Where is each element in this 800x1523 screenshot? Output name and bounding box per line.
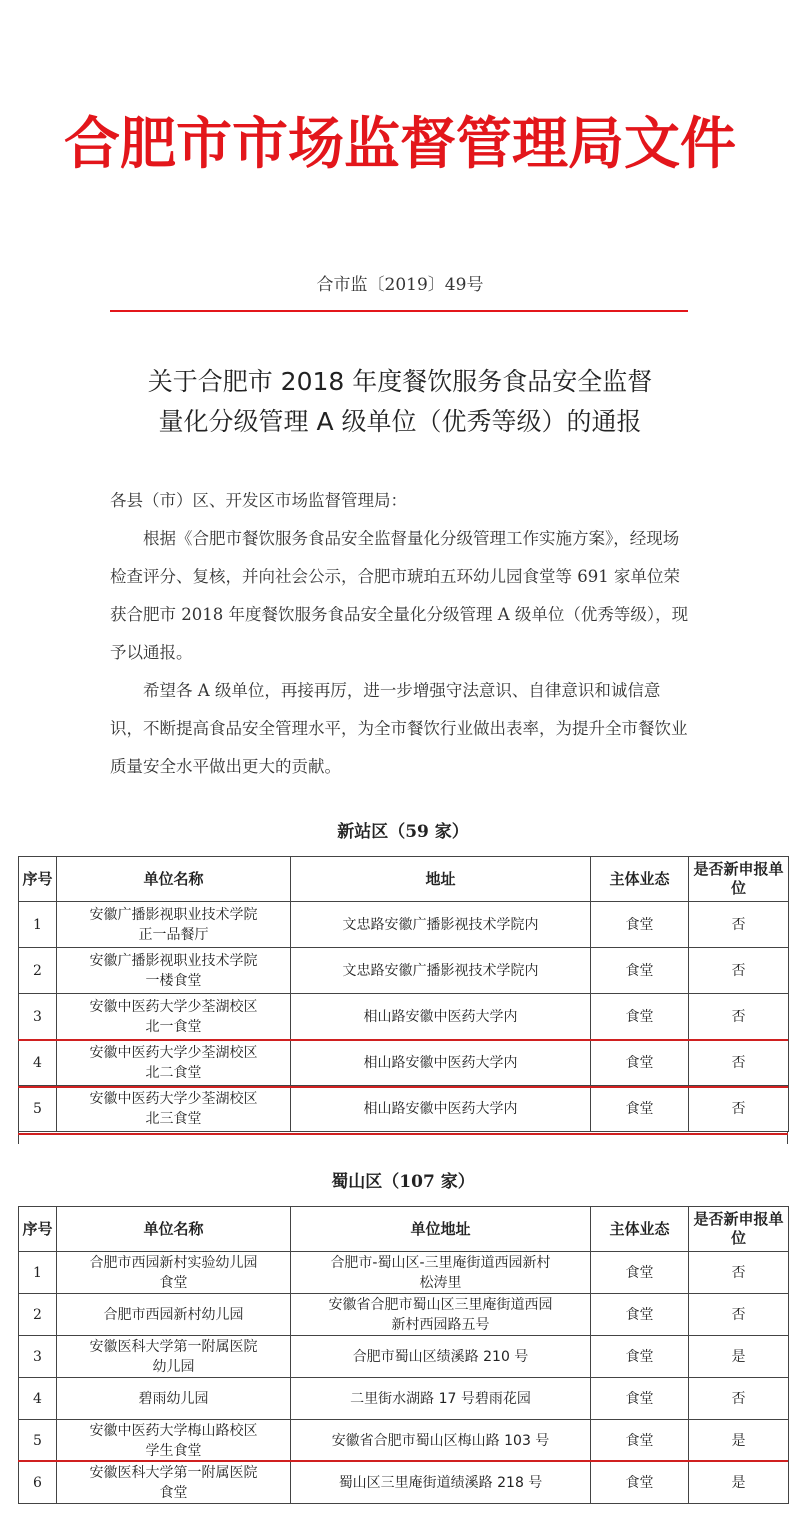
cell-name-line2: 北三食堂	[145, 1110, 202, 1127]
cell-name	[57, 1336, 291, 1378]
cell-seq: 4	[19, 1378, 57, 1420]
document-header-title: 合肥市市场监督管理局文件	[64, 112, 736, 177]
paragraph-2: 希望各 A 级单位，再接再厉，进一步增强守法意识、自律意识和诚信意识，不断提高食品安全管理水平，为全市餐饮行业做出表率，为提升全市餐饮业质量安全水平做出更大的贡献。	[110, 681, 688, 776]
cell-name-line2: 幼儿园	[152, 1358, 195, 1375]
header-type: 主体业态	[591, 857, 689, 902]
document-number: 合市监〔2019〕49号	[316, 275, 484, 295]
cell-type: 食堂	[591, 1086, 689, 1132]
section-title: 蜀山区（107 家）	[331, 1172, 475, 1192]
cell-name	[57, 1378, 291, 1420]
cell-name-line1: 安徽中医药大学少荃湖校区	[89, 1090, 258, 1107]
cell-address-line2: 新村西园路五号	[391, 1316, 490, 1333]
section-shushan	[18, 1158, 788, 1508]
cell-type: 食堂	[591, 1040, 689, 1086]
cell-new: 否	[689, 1378, 789, 1420]
table-row	[19, 1420, 789, 1462]
highlight-line	[18, 1086, 788, 1088]
table-row	[19, 1086, 789, 1132]
section-title: 新站区（59 家）	[337, 822, 469, 842]
header-type: 主体业态	[591, 1207, 689, 1252]
cell-name	[57, 1040, 291, 1086]
cell-name-line1: 安徽中医药大学梅山路校区	[89, 1422, 258, 1439]
cell-name-line2: 学生食堂	[145, 1442, 202, 1459]
cell-seq: 3	[19, 1336, 57, 1378]
cell-name-line1: 合肥市西园新村幼儿园	[103, 1306, 244, 1323]
header-new-applicant: 是否新申报单位	[689, 1207, 789, 1252]
cell-type: 食堂	[591, 1378, 689, 1420]
cell-name-line1: 安徽中医药大学少荃湖校区	[89, 998, 258, 1015]
cell-name	[57, 1294, 291, 1336]
cell-type: 食堂	[591, 1294, 689, 1336]
cell-name-line1: 安徽广播影视职业技术学院	[89, 906, 258, 923]
table-row	[19, 948, 789, 994]
cell-address-line1: 二里街水湖路 17 号碧雨花园	[350, 1390, 531, 1407]
cell-new: 否	[689, 1252, 789, 1294]
header-seq: 序号	[19, 857, 57, 902]
cell-new: 否	[689, 994, 789, 1040]
cell-address-line1: 蜀山区三里庵街道绩溪路 218 号	[338, 1474, 543, 1491]
cell-type: 食堂	[591, 948, 689, 994]
cell-address-line1: 合肥市蜀山区绩溪路 210 号	[352, 1348, 529, 1365]
cell-new: 是	[689, 1336, 789, 1378]
cell-seq: 5	[19, 1086, 57, 1132]
cell-name	[57, 1420, 291, 1462]
cell-address-line1: 安徽省合肥市蜀山区三里庵街道西园	[328, 1296, 553, 1313]
cell-address	[291, 1378, 591, 1420]
cell-name	[57, 1252, 291, 1294]
cell-new: 否	[689, 948, 789, 994]
cell-name-line1: 安徽广播影视职业技术学院	[89, 952, 258, 969]
cell-name-line2: 一楼食堂	[145, 972, 202, 989]
cell-name	[57, 948, 291, 994]
cell-seq: 3	[19, 994, 57, 1040]
cell-address: 相山路安徽中医药大学内	[291, 1086, 591, 1132]
highlight-line	[18, 1460, 788, 1462]
cell-name-line1: 碧雨幼儿园	[138, 1390, 209, 1407]
cell-address: 文忠路安徽广播影视技术学院内	[291, 948, 591, 994]
cell-name-line2: 北一食堂	[145, 1018, 202, 1035]
cell-type: 食堂	[591, 1336, 689, 1378]
header-red-rule	[110, 310, 688, 312]
cell-seq: 5	[19, 1420, 57, 1462]
cell-name-line1: 安徽医科大学第一附属医院	[89, 1338, 258, 1355]
cell-name-line1: 安徽医科大学第一附属医院	[89, 1464, 258, 1481]
table-row	[19, 902, 789, 948]
table-row	[19, 1040, 789, 1086]
header-name: 单位名称	[57, 857, 291, 902]
notice-title-line1: 关于合肥市 2018 年度餐饮服务食品安全监督	[147, 367, 653, 396]
cell-address	[291, 1336, 591, 1378]
cell-type: 食堂	[591, 902, 689, 948]
table-row	[19, 1336, 789, 1378]
cell-name-line2: 食堂	[159, 1274, 188, 1291]
header-address: 地址	[291, 857, 591, 902]
cell-name	[57, 902, 291, 948]
cell-address	[291, 1462, 591, 1504]
cell-name	[57, 994, 291, 1040]
cell-name-line2: 北二食堂	[145, 1064, 202, 1081]
cell-address	[291, 1252, 591, 1294]
cell-address-line2: 松涛里	[419, 1274, 462, 1291]
cell-name-line2: 正一品餐厅	[138, 926, 209, 943]
header-address: 单位地址	[291, 1207, 591, 1252]
cell-name	[57, 1086, 291, 1132]
cell-name-line1: 合肥市西园新村实验幼儿园	[89, 1254, 258, 1271]
cell-type: 食堂	[591, 994, 689, 1040]
cell-address: 文忠路安徽广播影视技术学院内	[291, 902, 591, 948]
cell-seq: 4	[19, 1040, 57, 1086]
cell-new: 否	[689, 1086, 789, 1132]
header-name: 单位名称	[57, 1207, 291, 1252]
cell-seq: 6	[19, 1462, 57, 1504]
table-row	[19, 1252, 789, 1294]
cell-address-line1: 安徽省合肥市蜀山区梅山路 103 号	[331, 1432, 550, 1449]
cell-type: 食堂	[591, 1462, 689, 1504]
cell-new: 否	[689, 1040, 789, 1086]
table-row	[19, 1378, 789, 1420]
section-xinzhan	[18, 808, 788, 1140]
units-table	[18, 856, 789, 1132]
cell-new: 是	[689, 1420, 789, 1462]
cell-address-line1: 合肥市-蜀山区-三里庵街道西园新村	[330, 1254, 551, 1271]
table-row	[19, 1462, 789, 1504]
table-row	[19, 1294, 789, 1336]
cell-new: 否	[689, 1294, 789, 1336]
notice-title	[0, 362, 800, 442]
cell-type: 食堂	[591, 1420, 689, 1462]
cell-address: 相山路安徽中医药大学内	[291, 994, 591, 1040]
table-header-row	[19, 1207, 789, 1252]
table-header-row	[19, 857, 789, 902]
cell-name	[57, 1462, 291, 1504]
cell-seq: 2	[19, 1294, 57, 1336]
cell-new: 否	[689, 902, 789, 948]
cell-address	[291, 1420, 591, 1462]
cell-name-line1: 安徽中医药大学少荃湖校区	[89, 1044, 258, 1061]
cell-name-line2: 食堂	[159, 1484, 188, 1501]
cell-new: 是	[689, 1462, 789, 1504]
cell-address: 相山路安徽中医药大学内	[291, 1040, 591, 1086]
salutation: 各县（市）区、开发区市场监督管理局：	[110, 491, 407, 510]
highlight-line	[18, 1039, 788, 1041]
paragraph-1: 根据《合肥市餐饮服务食品安全监督量化分级管理工作实施方案》，经现场检查评分、复核，并向社会公示，合肥市琥珀五环幼儿园食堂等 691 家单位荣获合肥市 2018 年度餐饮服务食品安全量化分级管理 A 级单位（优秀等级），现予以通报。	[110, 529, 689, 662]
highlight-line	[18, 1133, 788, 1135]
header-seq: 序号	[19, 1207, 57, 1252]
cell-address	[291, 1294, 591, 1336]
notice-title-line2: 量化分级管理 A 级单位（优秀等级）的通报	[158, 407, 642, 436]
table-row	[19, 994, 789, 1040]
header-new-applicant: 是否新申报单位	[689, 857, 789, 902]
cell-type: 食堂	[591, 1252, 689, 1294]
cell-seq: 2	[19, 948, 57, 994]
cell-seq: 1	[19, 1252, 57, 1294]
cell-seq: 1	[19, 902, 57, 948]
